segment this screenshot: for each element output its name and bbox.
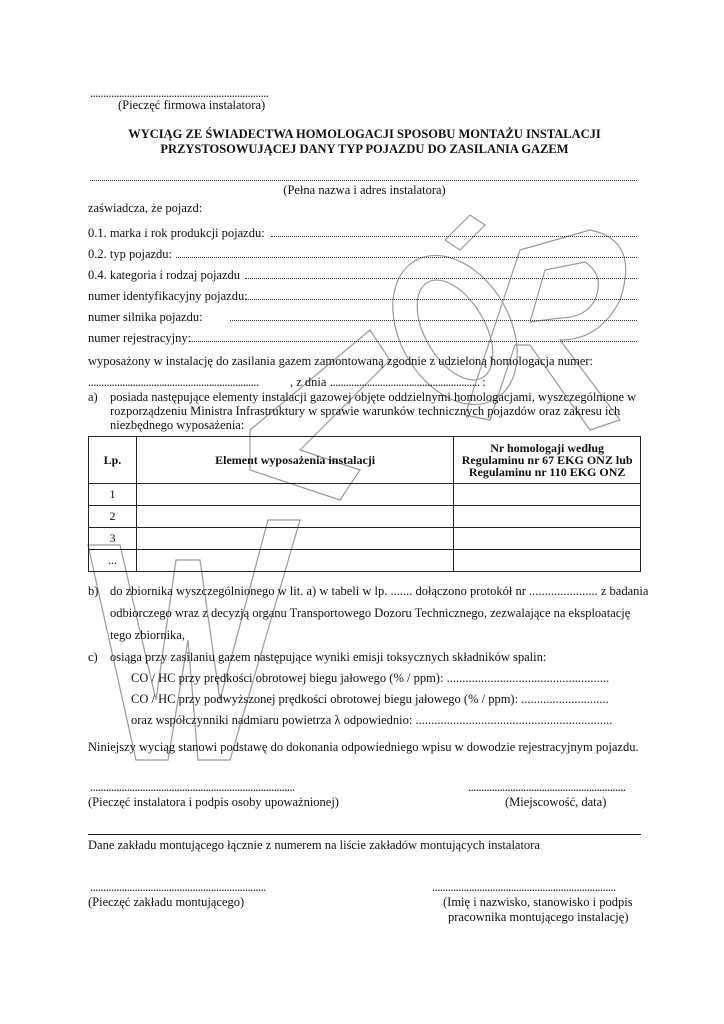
table-cell-lp: 1 (89, 484, 137, 506)
item-c-sub1: CO / HC przy prędkości obrotowej biegu jałowego (% / ppm): .................................................... (131, 671, 610, 685)
table-cell-lp: 3 (89, 528, 137, 550)
signature-right-label: (Miejscowość, data) (505, 795, 607, 809)
item-c-sub3: oraz współczynniki nadmiaru powietrza λ odpowiednio: ............................................................... (131, 713, 613, 727)
table-cell (136, 484, 453, 506)
bottom-right-label-line1: (Imię i nazwisko, stanowisko i podpis (443, 895, 633, 909)
table-row (89, 528, 641, 550)
table-row (89, 506, 641, 528)
section-divider (88, 834, 641, 835)
field-registration-line (190, 341, 637, 342)
basis-statement: Niniejszy wyciąg stanowi podstawę do dokonania odpowiedniego wpisu w dowodzie rejestracyjnym pojazdu. (88, 740, 639, 754)
item-b-line3: tego zbiornika, (110, 628, 185, 642)
table-cell-lp: 2 (89, 506, 137, 528)
item-b-marker: b) (88, 584, 99, 598)
item-c-sub2: CO / HC przy podwyższonej prędkości obrotowej biegu jałowego (% / ppm): ............................ (131, 692, 609, 706)
equipped-text: wyposażony w instalację do zasilania gazem zamontowaną zgodnie z udzieloną homologacja numer: (88, 354, 594, 368)
item-a-line3: niezbędnego wyposażenia: (110, 418, 245, 432)
bottom-right-dots: ...................................................................... (432, 880, 616, 894)
item-a-line2: rozporządzeniu Ministra Infrastruktury w sprawie warunków technicznych pojazdów oraz zakresu ich (110, 404, 621, 418)
bottom-left-label: (Pieczęć zakładu montującego) (88, 895, 245, 909)
table-cell (454, 550, 641, 572)
field-engine-label: numer silnika pojazdu: (88, 310, 203, 324)
date-dots: ......................................................... : (330, 375, 486, 389)
table-header-lp: Lp. (89, 437, 137, 484)
field-category-label: 0.4. kategoria i rodzaj pojazdu (88, 268, 241, 282)
table-cell (454, 506, 641, 528)
signature-left-dots: .............................................................................. (90, 780, 295, 794)
certifies-text: zaświadcza, że pojazd: (88, 201, 203, 215)
table-cell (454, 484, 641, 506)
installer-name-line (90, 180, 637, 181)
item-a-line1: posiada następujące elementy instalacji gazowej objęte oddzielnymi homologacjami, wyszczególnione w (110, 390, 637, 404)
table-cell (454, 528, 641, 550)
field-vin-line (245, 299, 637, 300)
signature-right-dots: ............................................................ (468, 780, 626, 794)
equipment-table (88, 436, 641, 572)
workshop-data-label: Dane zakładu montującego łącznie z numerem na liście zakładów montujących instalatora (88, 838, 540, 852)
field-registration-label: numer rejestracyjny: (88, 331, 192, 345)
bottom-left-dots: ................................................................... (90, 880, 266, 894)
table-cell (136, 528, 453, 550)
table-cell (136, 550, 453, 572)
field-type-label: 0.2. typ pojazdu: (88, 247, 173, 261)
field-vin-label: numer identyfikacyjny pojazdu: (88, 289, 248, 303)
field-make-year-label: 0.1. marka i rok produkcji pojazdu: (88, 226, 265, 240)
field-engine-line (230, 320, 637, 321)
document-title-line2: PRZYSTOSOWUJĄCEJ DANY TYP POJAZDU DO ZASILANIA GAZEM (160, 142, 569, 156)
item-b-line1: do zbiornika wyszczególnionego w lit. a) w tabeli w lp. ....... dołączono protokół nr ...................... z badania (110, 584, 649, 598)
table-cell (136, 506, 453, 528)
approval-number-dots: ................................................................. (88, 375, 259, 389)
field-type-line (176, 257, 637, 258)
item-b-line2: odbiorczego wraz z decyzją organu Transportowego Dozoru Technicznego, zezwalające na eksploatację (110, 606, 631, 620)
table-row (89, 550, 641, 572)
date-label: , z dnia (290, 375, 327, 389)
bottom-right-label-line2: pracownika montującego instalację) (448, 910, 629, 924)
item-a-marker: a) (88, 390, 98, 404)
item-c-line1: osiąga przy zasilaniu gazem następujące wyniki emisji toksycznych składników spalin: (110, 650, 547, 664)
table-header-element: Element wyposażenia instalacji (136, 437, 453, 484)
document-title-line1: WYCIĄG ZE ŚWIADECTWA HOMOLOGACJI SPOSOBU MONTAŻU INSTALACJI (128, 127, 601, 141)
field-make-year-line (271, 236, 637, 237)
signature-left-label: (Pieczęć instalatora i podpis osoby upoważnionej) (88, 795, 339, 809)
table-cell-lp: ... (89, 550, 137, 572)
installer-caption: (Pełna nazwa i adres instalatora) (283, 183, 446, 197)
table-row (89, 484, 641, 506)
item-c-marker: c) (88, 650, 98, 664)
table-header-homologation: Nr homologaji według Regulaminu nr 67 EKG ONZ lub Regulaminu nr 110 EKG ONZ (454, 437, 641, 484)
stamp-dots: .................................................................... (90, 86, 269, 100)
field-category-line (245, 278, 637, 279)
stamp-label: (Pieczęć firmowa instalatora) (118, 98, 266, 112)
